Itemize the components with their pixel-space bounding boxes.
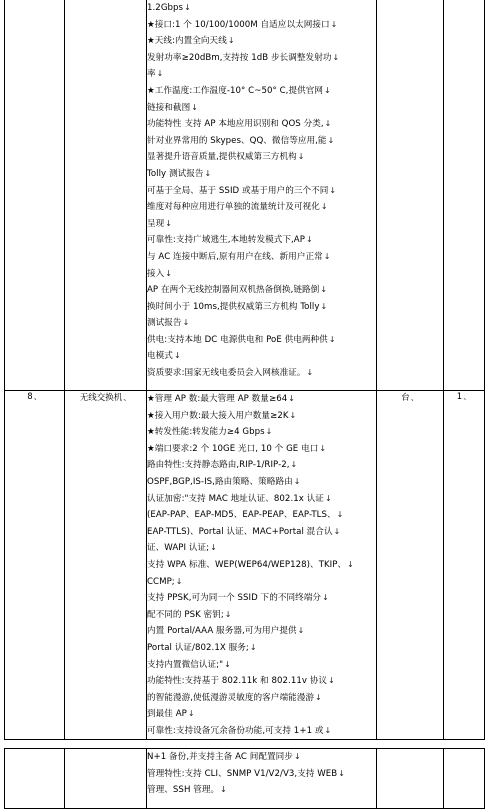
- spec-line: [147, 266, 376, 283]
- spec-line: [147, 315, 376, 332]
- table-row: [5, 0, 485, 391]
- spec-line-text: 功能特性 支持 AP 本地应用识别和 QOS 分类,: [147, 119, 324, 130]
- spec-line: [147, 782, 376, 799]
- cell-mark: 、: [463, 392, 472, 401]
- spec-line: [147, 391, 376, 408]
- spec-line-text: 支持 WPA 标准、WEP(WEP64/WEP128)、TKIP、: [147, 559, 347, 570]
- spec-line: [147, 332, 376, 349]
- spec-line-text: N+1 备份,并支持主备 AC 间配置同步: [147, 752, 293, 762]
- spec-line-text: CCMP;: [147, 576, 175, 587]
- paragraph-mark-icon: ↓: [182, 318, 190, 328]
- spec-line: [147, 441, 376, 458]
- spec-line-text: ★管理 AP 数:最大管理 AP 数量≥64: [147, 394, 288, 404]
- spec-line: [147, 457, 376, 474]
- spec-line-text: 资质要求:国家无线电委员会入网核准证。: [147, 368, 306, 379]
- paragraph-mark-icon: ↓: [328, 334, 336, 344]
- paragraph-mark-icon: ↓: [305, 235, 313, 245]
- paragraph-mark-icon: ↓: [165, 218, 173, 228]
- unit-value: 台: [401, 393, 410, 403]
- spec-line-text: 测试报告: [147, 318, 182, 329]
- spec-line: [147, 282, 376, 299]
- spec-line-text: (EAP-PAP、EAP-MD5、EAP-PEAP、EAP-TLS、: [147, 510, 336, 521]
- row-number-cell: [5, 391, 65, 740]
- spec-line-text: 配不同的 PSK 密钥;: [147, 609, 224, 620]
- spec-line-text: EAP-TTLS)、Portal 认证、MAC+Portal 混合认: [147, 526, 333, 537]
- spec-line-text: 显著提升语音质量,提供权威第三方机构: [147, 152, 297, 163]
- paragraph-mark-icon: ↓: [288, 394, 295, 403]
- spec-line: [147, 66, 376, 83]
- spec-line-text: 可基于全局、基于 SSID 或基于用户的三个不同: [147, 185, 329, 196]
- spec-line-text: 认证加密:"支持 MAC 地址认证、802.1x 认证: [147, 493, 324, 504]
- item-name: 无线交换机: [79, 393, 123, 403]
- spec-line: [147, 166, 376, 183]
- paragraph-mark-icon: ↓: [330, 19, 338, 29]
- paragraph-mark-icon: ↓: [220, 785, 227, 795]
- spec-line-text: ★工作温度:工作温度-10° C~50° C,提供官网: [147, 85, 324, 96]
- spec-line-text: 证、WAPI 认证;: [147, 543, 210, 554]
- paragraph-mark-icon: ↓: [320, 301, 328, 311]
- spec-line: [147, 149, 376, 166]
- item-name-cell: [65, 749, 147, 809]
- paragraph-mark-icon: ↓: [319, 443, 327, 453]
- row-number-cell: [5, 749, 65, 809]
- item-name-cell: [65, 391, 147, 740]
- spec-text: [147, 391, 376, 739]
- spec-line-text: 维度对每种应用进行单独的流量统计及可视化: [147, 202, 320, 213]
- spec-line-text: 呈现: [147, 218, 165, 229]
- paragraph-mark-icon: ↓: [210, 543, 217, 553]
- spec-line: [147, 133, 376, 150]
- spec-line-text: 管理特性:支持 CLI、SNMP V1/V2/V3,支持 WEB: [147, 768, 338, 779]
- spec-line: [147, 657, 376, 674]
- spec-line-text: OSPF,BGP,IS-IS,路由策略、策略路由: [147, 476, 293, 487]
- spec-line-text: 发射功率≥20dBm,支持按 1dB 步长调整发射功: [147, 52, 332, 63]
- paragraph-mark-icon: ↓: [297, 152, 305, 162]
- spec-line: [147, 673, 376, 690]
- quantity-cell: [444, 749, 485, 809]
- paragraph-mark-icon: ↓: [156, 69, 164, 79]
- spec-line: [147, 408, 376, 425]
- paragraph-mark-icon: ↓: [320, 202, 328, 212]
- spec-line-text: 功能特性:支持基于 802.11k 和 802.11v 协议: [147, 676, 328, 687]
- paragraph-mark-icon: ↓: [329, 185, 337, 195]
- spec-line: [147, 766, 376, 783]
- paragraph-mark-icon: ↓: [320, 285, 328, 295]
- paragraph-mark-icon: ↓: [328, 676, 335, 686]
- spec-line: [147, 100, 376, 117]
- spec-cell: [147, 0, 377, 391]
- paragraph-mark-icon: ↓: [324, 119, 332, 129]
- spec-line: [147, 299, 376, 316]
- spec-line-text: ★接口:1 个 10/100/1000M 自适应以太网接口: [147, 19, 330, 30]
- spec-line: [147, 507, 376, 524]
- unit-cell: [377, 0, 444, 391]
- spec-line-text: 到最佳 AP: [147, 709, 187, 720]
- spec-line: [147, 590, 376, 607]
- spec-line-text: 针对业界常用的 Skypes、QQ、微信等应用,能: [147, 135, 327, 146]
- spec-line: [147, 232, 376, 249]
- spec-line-text: 支持 PPSK,可为同一个 SSID 下的不同终端分: [147, 593, 322, 604]
- paragraph-mark-icon: ↓: [224, 659, 231, 669]
- paragraph-mark-icon: ↓: [324, 493, 332, 503]
- spec-line-text: 路由特性:支持静态路由,RIP-1/RIP-2,: [147, 460, 290, 471]
- paragraph-mark-icon: ↓: [175, 576, 183, 586]
- paragraph-mark-icon: ↓: [333, 526, 341, 536]
- spec-line-text: Portal 认证/802.1X 服务;: [147, 642, 249, 653]
- spec-line: [147, 116, 376, 133]
- spec-line: [147, 723, 376, 740]
- item-name-cell: [65, 0, 147, 391]
- quantity-cell: [444, 0, 485, 391]
- paragraph-mark-icon: ↓: [224, 609, 232, 619]
- spec-line-text: Tolly 测试报告: [147, 168, 204, 179]
- spec-table-continued: [4, 0, 485, 740]
- paragraph-mark-icon: ↓: [165, 268, 173, 278]
- spec-line: [147, 348, 376, 365]
- spec-line: [147, 50, 376, 67]
- spec-cell: [147, 391, 377, 740]
- paragraph-mark-icon: ↓: [265, 427, 273, 437]
- spec-line: [147, 690, 376, 707]
- paragraph-mark-icon: ↓: [324, 725, 332, 735]
- spec-line-text: ★接入用户数:最大接入用户数量≥2K: [147, 410, 289, 421]
- spec-line: [147, 607, 376, 624]
- paragraph-mark-icon: ↓: [297, 626, 305, 636]
- spec-line-text: AP 在两个无线控制器间双机热备倒换,链路倒: [147, 285, 320, 296]
- spec-table-next-page: [4, 748, 485, 809]
- paragraph-mark-icon: ↓: [322, 593, 329, 603]
- spec-line-text: 链接和截图: [147, 102, 191, 113]
- spec-line-text: 换时间小于 10ms,提供权威第三方机构 Tolly: [147, 301, 320, 312]
- paragraph-mark-icon: ↓: [191, 102, 198, 112]
- paragraph-mark-icon: ↓: [338, 768, 345, 778]
- spec-line: [147, 0, 376, 17]
- spec-line-text: 与 AC 连接中断后,原有用户在线、新用户正常: [147, 251, 323, 262]
- quantity-cell: [444, 391, 485, 740]
- spec-line: [147, 83, 376, 100]
- spec-line-text: ★转发性能:转发能力≥4 Gbps: [147, 427, 265, 438]
- paragraph-mark-icon: ↓: [227, 36, 235, 46]
- spec-line-text: 可靠性:支持设备冗余备份功能,可支持 1+1 或: [147, 725, 324, 736]
- quantity-value: 1: [456, 392, 463, 402]
- spec-text: [147, 0, 376, 382]
- paragraph-mark-icon: ↓: [336, 510, 344, 520]
- spec-line: [147, 749, 376, 766]
- row-number: 8: [27, 392, 33, 402]
- spec-cell: [147, 749, 377, 809]
- spec-line-text: 供电:支持本地 DC 电源供电和 PoE 供电两种供: [147, 334, 328, 345]
- spec-line-text: 电模式: [147, 351, 173, 362]
- spec-line-text: 的智能漫游,使低漫游灵敏度的客户端能漫游: [147, 692, 315, 703]
- paragraph-mark-icon: ↓: [184, 3, 191, 12]
- cell-mark: 、: [410, 393, 419, 402]
- spec-line-text: 内置 Portal/AAA 服务器,可为用户提供: [147, 626, 297, 637]
- spec-line: [147, 491, 376, 508]
- spec-line-text: ★天线:内置全向天线: [147, 36, 227, 47]
- spec-line-text: ★端口要求:2 个 10GE 光口, 10 个 GE 电口: [147, 443, 319, 454]
- spec-line: [147, 183, 376, 200]
- spec-line-text: 接入: [147, 268, 165, 279]
- row-number-cell: [5, 0, 65, 391]
- paragraph-mark-icon: ↓: [249, 642, 257, 652]
- paragraph-mark-icon: ↓: [306, 368, 314, 378]
- spec-line: [147, 706, 376, 723]
- cell-mark: 、: [33, 392, 42, 401]
- paragraph-mark-icon: ↓: [187, 709, 195, 719]
- spec-line: [147, 557, 376, 574]
- spec-line: [147, 33, 376, 50]
- paragraph-mark-icon: ↓: [293, 476, 301, 486]
- spec-line: [147, 365, 376, 382]
- spec-line: [147, 640, 376, 657]
- spec-line-text: 支持内置微信认证;": [147, 659, 224, 670]
- spec-line-text: 率: [147, 69, 156, 80]
- paragraph-mark-icon: ↓: [324, 85, 331, 95]
- table-row: [5, 391, 485, 740]
- spec-line: [147, 474, 376, 491]
- spec-line: [147, 199, 376, 216]
- spec-line-text: 1.2Gbps: [147, 3, 184, 13]
- spec-line: [147, 524, 376, 541]
- spec-line: [147, 540, 376, 557]
- spec-line: [147, 216, 376, 233]
- paragraph-mark-icon: ↓: [327, 135, 335, 145]
- paragraph-mark-icon: ↓: [347, 559, 354, 569]
- paragraph-mark-icon: ↓: [204, 168, 212, 178]
- paragraph-mark-icon: ↓: [173, 351, 181, 361]
- paragraph-mark-icon: ↓: [289, 410, 297, 420]
- spec-line: [147, 249, 376, 266]
- spec-line: [147, 574, 376, 591]
- spec-line: [147, 424, 376, 441]
- spec-line-text: 可靠性:支持广域逃生,本地转发模式下,AP: [147, 235, 305, 246]
- spec-line: [147, 623, 376, 640]
- unit-cell: [377, 391, 444, 740]
- paragraph-mark-icon: ↓: [290, 460, 298, 470]
- spec-text: [147, 749, 376, 799]
- unit-cell: [377, 749, 444, 809]
- paragraph-mark-icon: ↓: [332, 52, 340, 62]
- paragraph-mark-icon: ↓: [315, 692, 322, 702]
- table-row: [5, 749, 485, 809]
- paragraph-mark-icon: ↓: [323, 251, 331, 261]
- cell-mark: 、: [123, 393, 132, 402]
- spec-line-text: 管理、SSH 管理。: [147, 785, 220, 796]
- paragraph-mark-icon: ↓: [293, 752, 301, 761]
- spec-line: [147, 17, 376, 34]
